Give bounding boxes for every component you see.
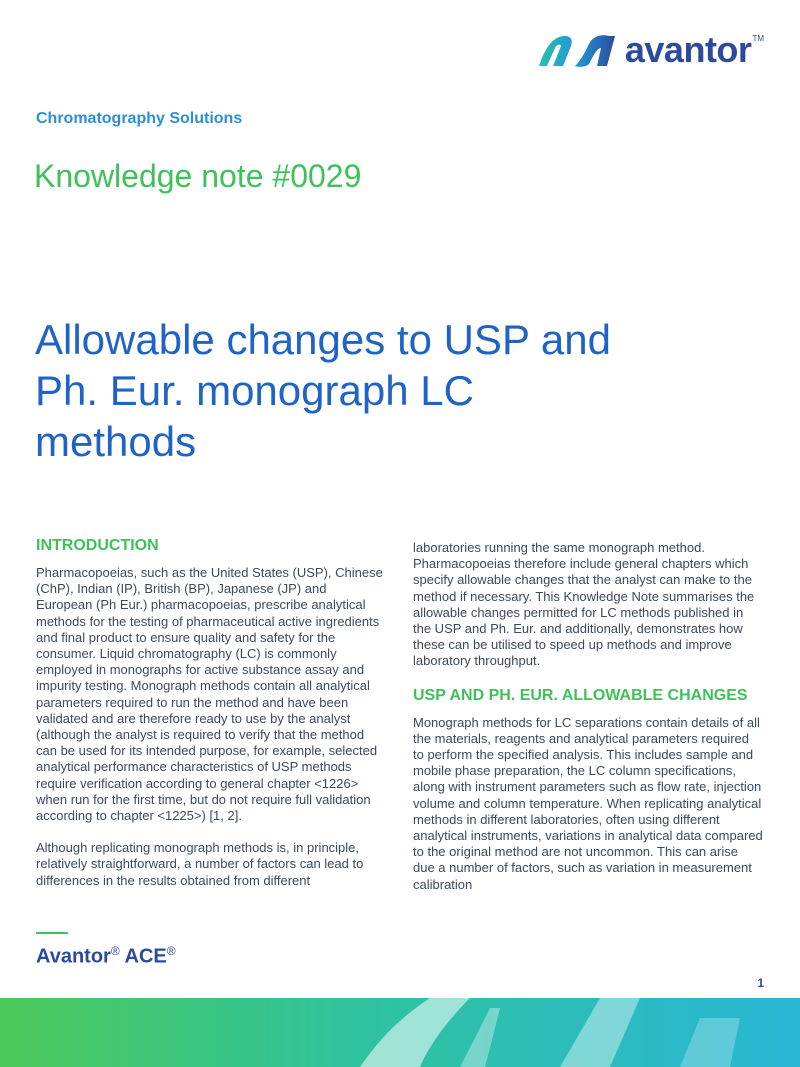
- body-paragraph: Although replicating monograph methods is, in principle, relatively straightforward, a number of factors can lead to differences in the results obtained from different: [36, 840, 364, 888]
- footer-brand: [36, 944, 176, 969]
- right-column: [413, 540, 763, 909]
- body-paragraph: Pharmacopoeias, such as the United States (USP), Chinese (ChP), Indian (IP), British (BP), Japanese (JP) and European (Ph Eur.) pharmacopoeias, prescribe analytical methods for the testing of pharmaceutical active ingredients and final product to ensure quality and safety for the consumer. Liquid chromatography (LC) is commonly employed in monographs for active substance assay and impurity testing. Monograph methods contain all analytical parameters required to run the method and have been validated and are therefore ready to use by the analyst (although the analyst is required to verify that the method can be used for its intended purpose, for example, selected analytical performance characteristics of USP methods require verification according to general chapter <1226> when run for the first time, but do not require full validation according to chapter <1225>) [1, 2].: [36, 565, 383, 824]
- left-column: [36, 536, 386, 905]
- title-line: Allowable changes to USP and: [35, 316, 611, 363]
- body-paragraph: laboratories running the same monograph method. Pharmacopoeias therefore include general chapters which specify allowable changes that the analyst can make to the method if necessary. This Knowledge Note summarises the allowable changes permitted for LC methods published in the USP and Ph. Eur. and additionally, demonstrates how these can be utilised to speed up methods and improve laboratory throughput.: [413, 540, 755, 669]
- avantor-logo: [535, 28, 764, 72]
- title-line: Ph. Eur. monograph LC: [35, 367, 474, 414]
- section-heading-allowable-changes: USP AND PH. EUR. ALLOWABLE CHANGES: [413, 686, 748, 704]
- title-line: methods: [35, 418, 197, 465]
- avantor-logo-mark-icon: [535, 30, 619, 70]
- page-number: 1: [757, 976, 764, 990]
- avantor-wordmark: avantor: [624, 29, 752, 70]
- decorative-gradient-band: [0, 998, 800, 1067]
- footer-product-name: ACE: [124, 945, 167, 968]
- footer-brand-name: Avantor: [36, 945, 111, 968]
- trademark-mark: TM: [752, 34, 764, 43]
- section-heading-introduction: INTRODUCTION: [36, 537, 159, 554]
- page-title: [35, 314, 715, 467]
- footer-accent-line: [36, 932, 68, 934]
- registered-mark: ®: [166, 944, 176, 958]
- category-label: Chromatography Solutions: [36, 110, 243, 127]
- registered-mark: ®: [110, 944, 120, 958]
- body-paragraph: Monograph methods for LC separations contain details of all the materials, reagents and analytical parameters required to perform the specified analysis. This includes sample and mobile phase preparation, the LC column specifications, along with instrument parameters such as flow rate, injection volume and column temperature. When replicating analytical methods in different laboratories, often using different analytical instruments, variations in analytical data compared to the original method are not uncommon. This can arise due a number of factors, such as variation in measurement calibration: [413, 714, 763, 892]
- knowledge-note-number: Knowledge note #0029: [34, 158, 362, 194]
